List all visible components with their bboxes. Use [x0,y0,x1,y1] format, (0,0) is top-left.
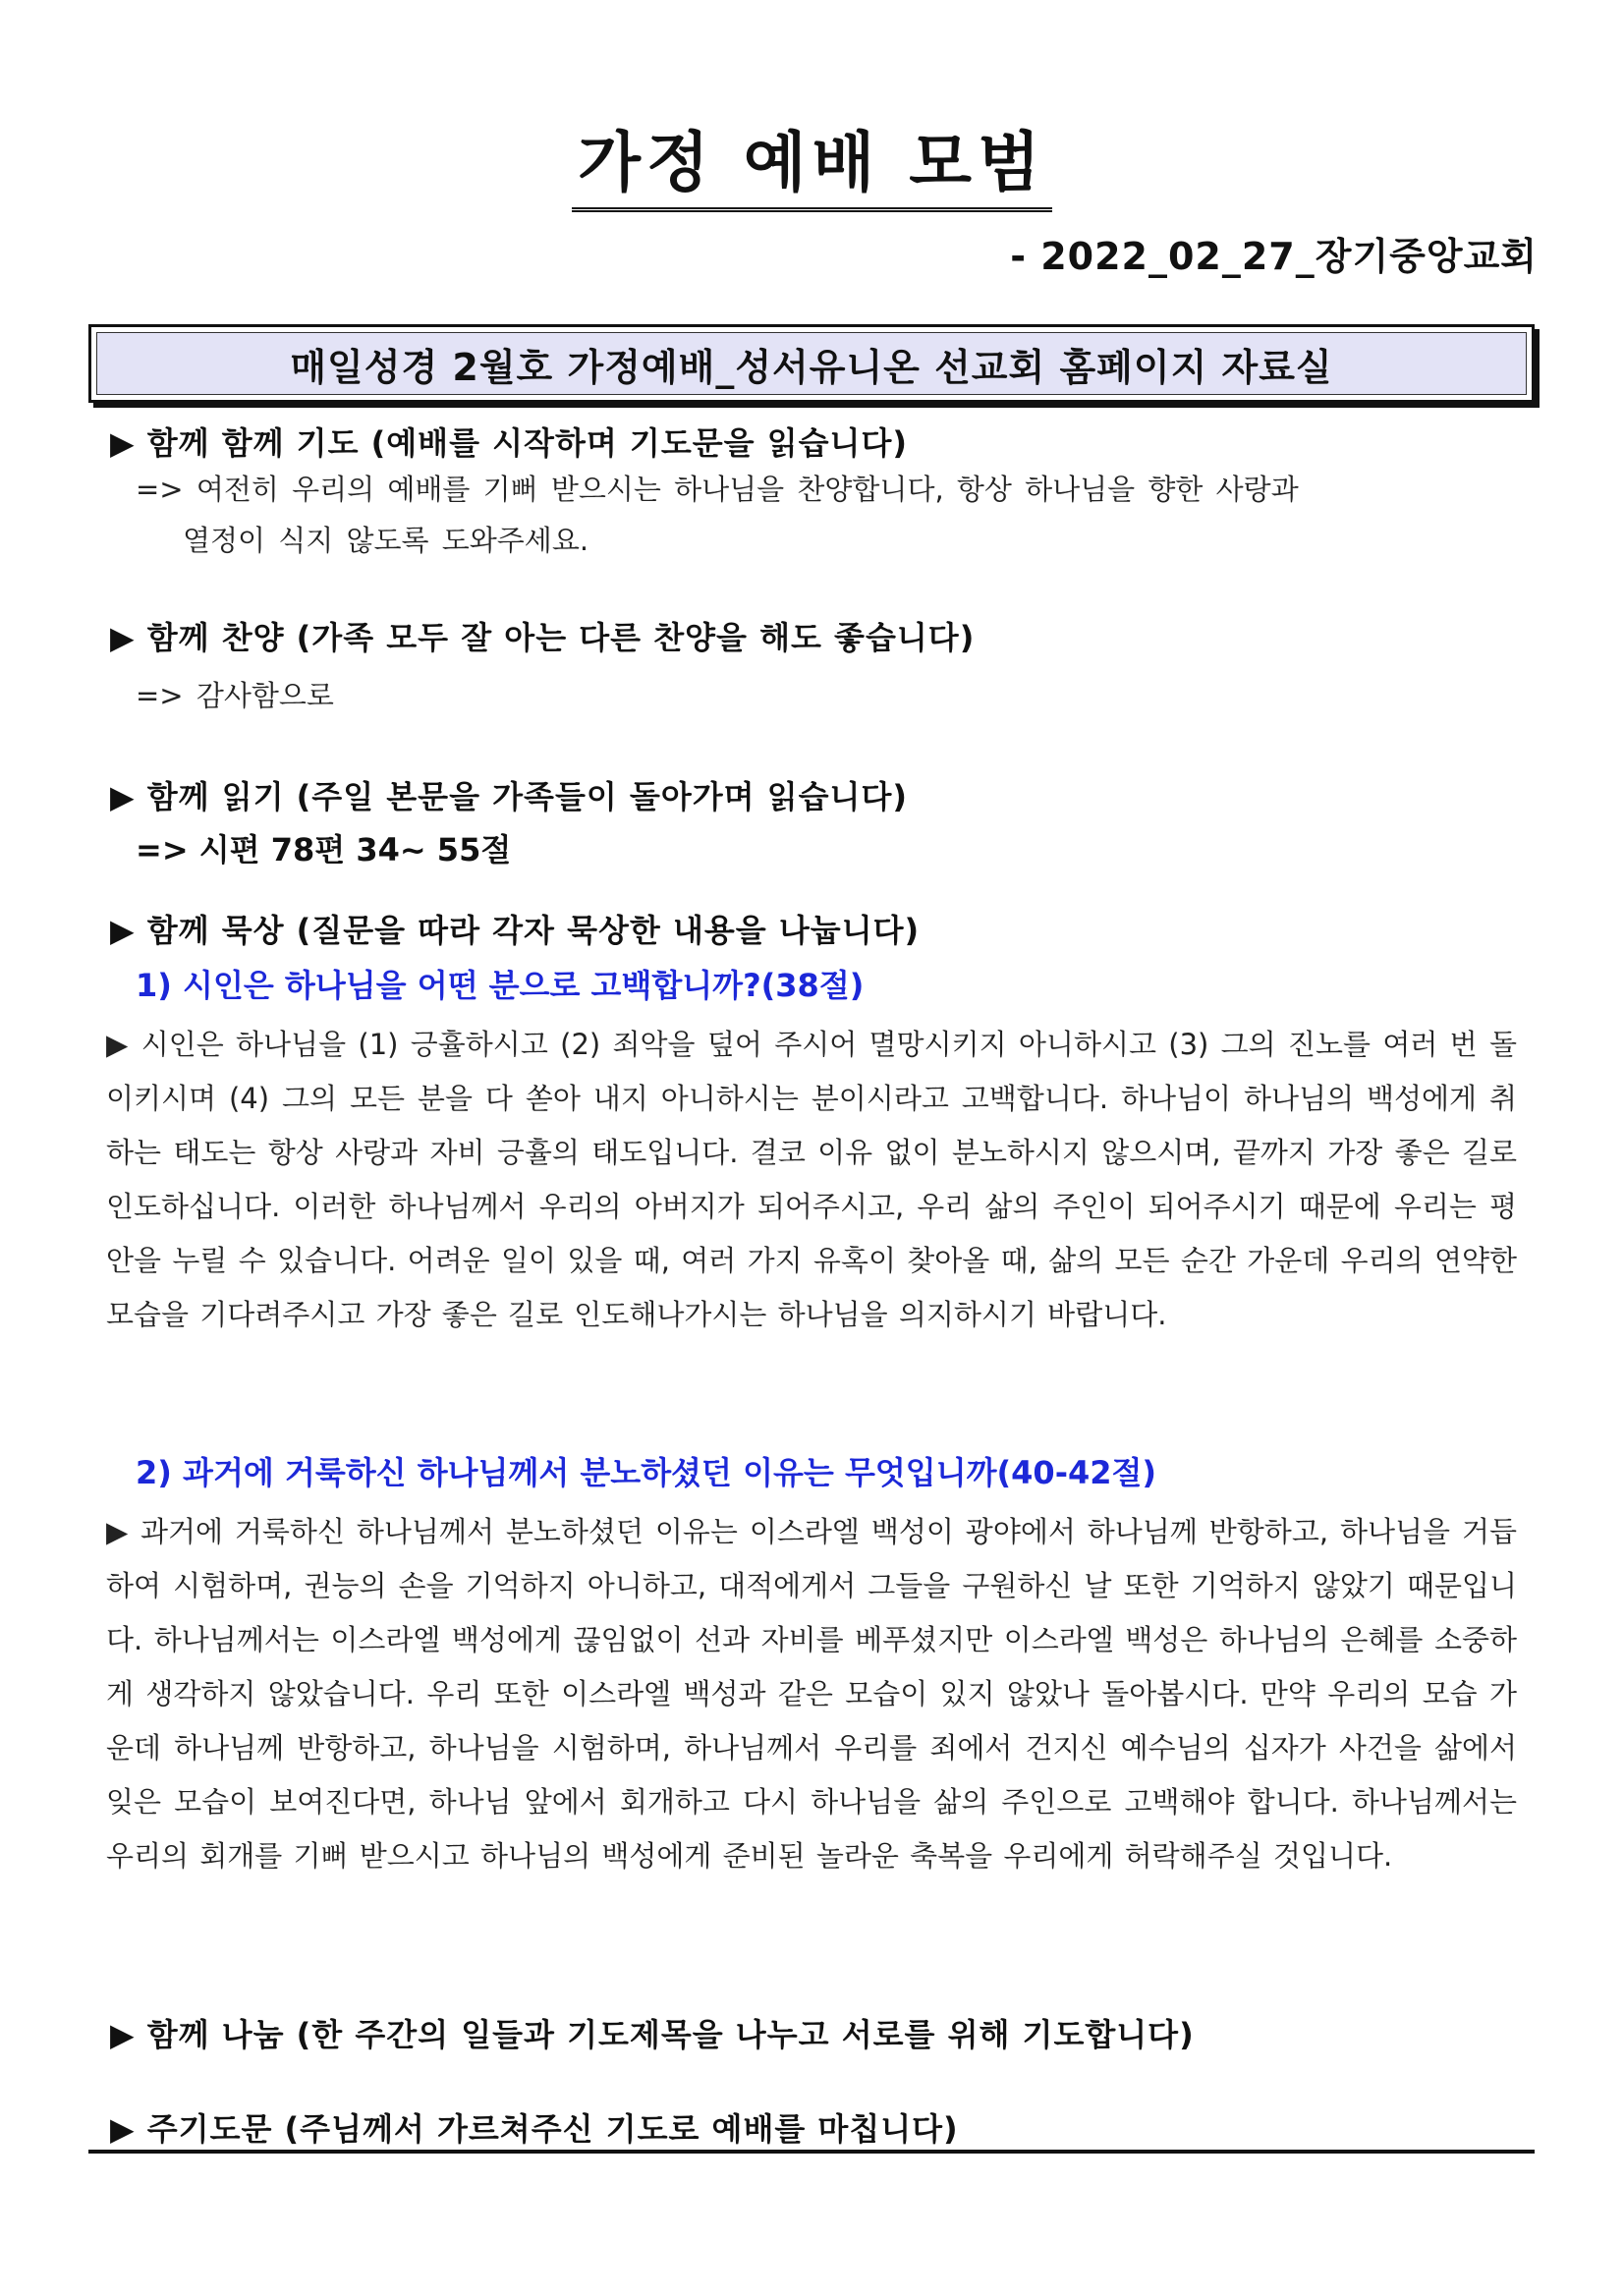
reading-heading: ▶ 함께 읽기 (주일 본문을 가족들이 돌아가며 읽습니다) [110,778,908,815]
sharing-heading: ▶ 함께 나눔 (한 주간의 일들과 기도제목을 나누고 서로를 위해 기도합니다) [110,2016,1195,2053]
prayer-line-1: => 여전히 우리의 예배를 기뻐 받으시는 하나님을 찬양합니다, 항상 하나님을 향한 사랑과 [136,473,1299,506]
lords-prayer-heading: ▶ 주기도문 (주님께서 가르쳐주신 기도로 예배를 마칩니다) [110,2110,959,2148]
answer-1-paragraph: ▶ 시인은 하나님을 (1) 긍휼하시고 (2) 죄악을 덮어 주시어 멸망시키지 아니하시고 (3) 그의 진노를 여러 번 돌이키시며 (4) 그의 모든 분을 다 쏟아 내지 아니하시는 분이시라고 고백합니다. 하나님이 하나님의 백성에게 취하는 태도는 항상 사랑과 자비 긍휼의 태도입니다. 결코 이유 없이 분노하시지 않으시며, 끝까지 가장 좋은 길로 인도하십니다. 이러한 하나님께서 우리의 아버지가 되어주시고, 우리 삶의 주인이 되어주시기 때문에 우리는 평안을 누릴 수 있습니다. 어려운 일이 있을 때, 여러 가지 유혹이 찾아올 때, 삶의 모든 순간 가운데 우리의 연약한 모습을 기다려주시고 가장 좋은 길로 인도해나가시는 하나님을 의지하시기 바랍니다. [106,1028,1517,1331]
page-title: 가정 예배 모범 [0,110,1624,212]
bottom-rule [88,2150,1535,2154]
date-church-line: - 2022_02_27_장기중앙교회 [1010,235,1538,278]
reading-line-1: => 시편 78편 34~ 55절 [136,831,512,868]
header-box-text: 매일성경 2월호 가정예배_성서유니온 선교회 홈페이지 자료실 [96,332,1527,395]
praise-heading: ▶ 함께 찬양 (가족 모두 잘 아는 다른 찬양을 해도 좋습니다) [110,619,976,656]
prayer-line-2: 열정이 식지 않도록 도와주세요. [183,524,589,557]
header-box [88,324,1535,403]
question-1: 1) 시인은 하나님을 어떤 분으로 고백합니까?(38절) [136,967,865,1004]
answer-2-paragraph: ▶ 과거에 거룩하신 하나님께서 분노하셨던 이유는 이스라엘 백성이 광야에서 하나님께 반항하고, 하나님을 거듭하여 시험하며, 권능의 손을 기억하지 아니하고, 대적에게서 그들을 구원하신 날 또한 기억하지 않았기 때문입니다. 하나님께서는 이스라엘 백성에게 끊임없이 선과 자비를 베푸셨지만 이스라엘 백성은 하나님의 은혜를 소중하게 생각하지 않았습니다. 우리 또한 이스라엘 백성과 같은 모습이 있지 않았나 돌아봅시다. 만약 우리의 모습 가운데 하나님께 반항하고, 하나님을 시험하며, 하나님께서 우리를 죄에서 건지신 예수님의 십자가 사건을 삶에서 잊은 모습이 보여진다면, 하나님 앞에서 회개하고 다시 하나님을 삶의 주인으로 고백해야 합니다. 하나님께서는 우리의 회개를 기뻐 받으시고 하나님의 백성에게 준비된 놀라운 축복을 우리에게 허락해주실 것입니다. [106,1515,1517,1873]
prayer-heading: ▶ 함께 함께 기도 (예배를 시작하며 기도문을 읽습니다) [110,424,908,462]
question-2: 2) 과거에 거룩하신 하나님께서 분노하셨던 이유는 무엇입니까(40-42절) [136,1454,1157,1491]
meditation-heading: ▶ 함께 묵상 (질문을 따라 각자 묵상한 내용을 나눕니다) [110,912,921,949]
praise-line-1: => 감사함으로 [136,679,334,712]
